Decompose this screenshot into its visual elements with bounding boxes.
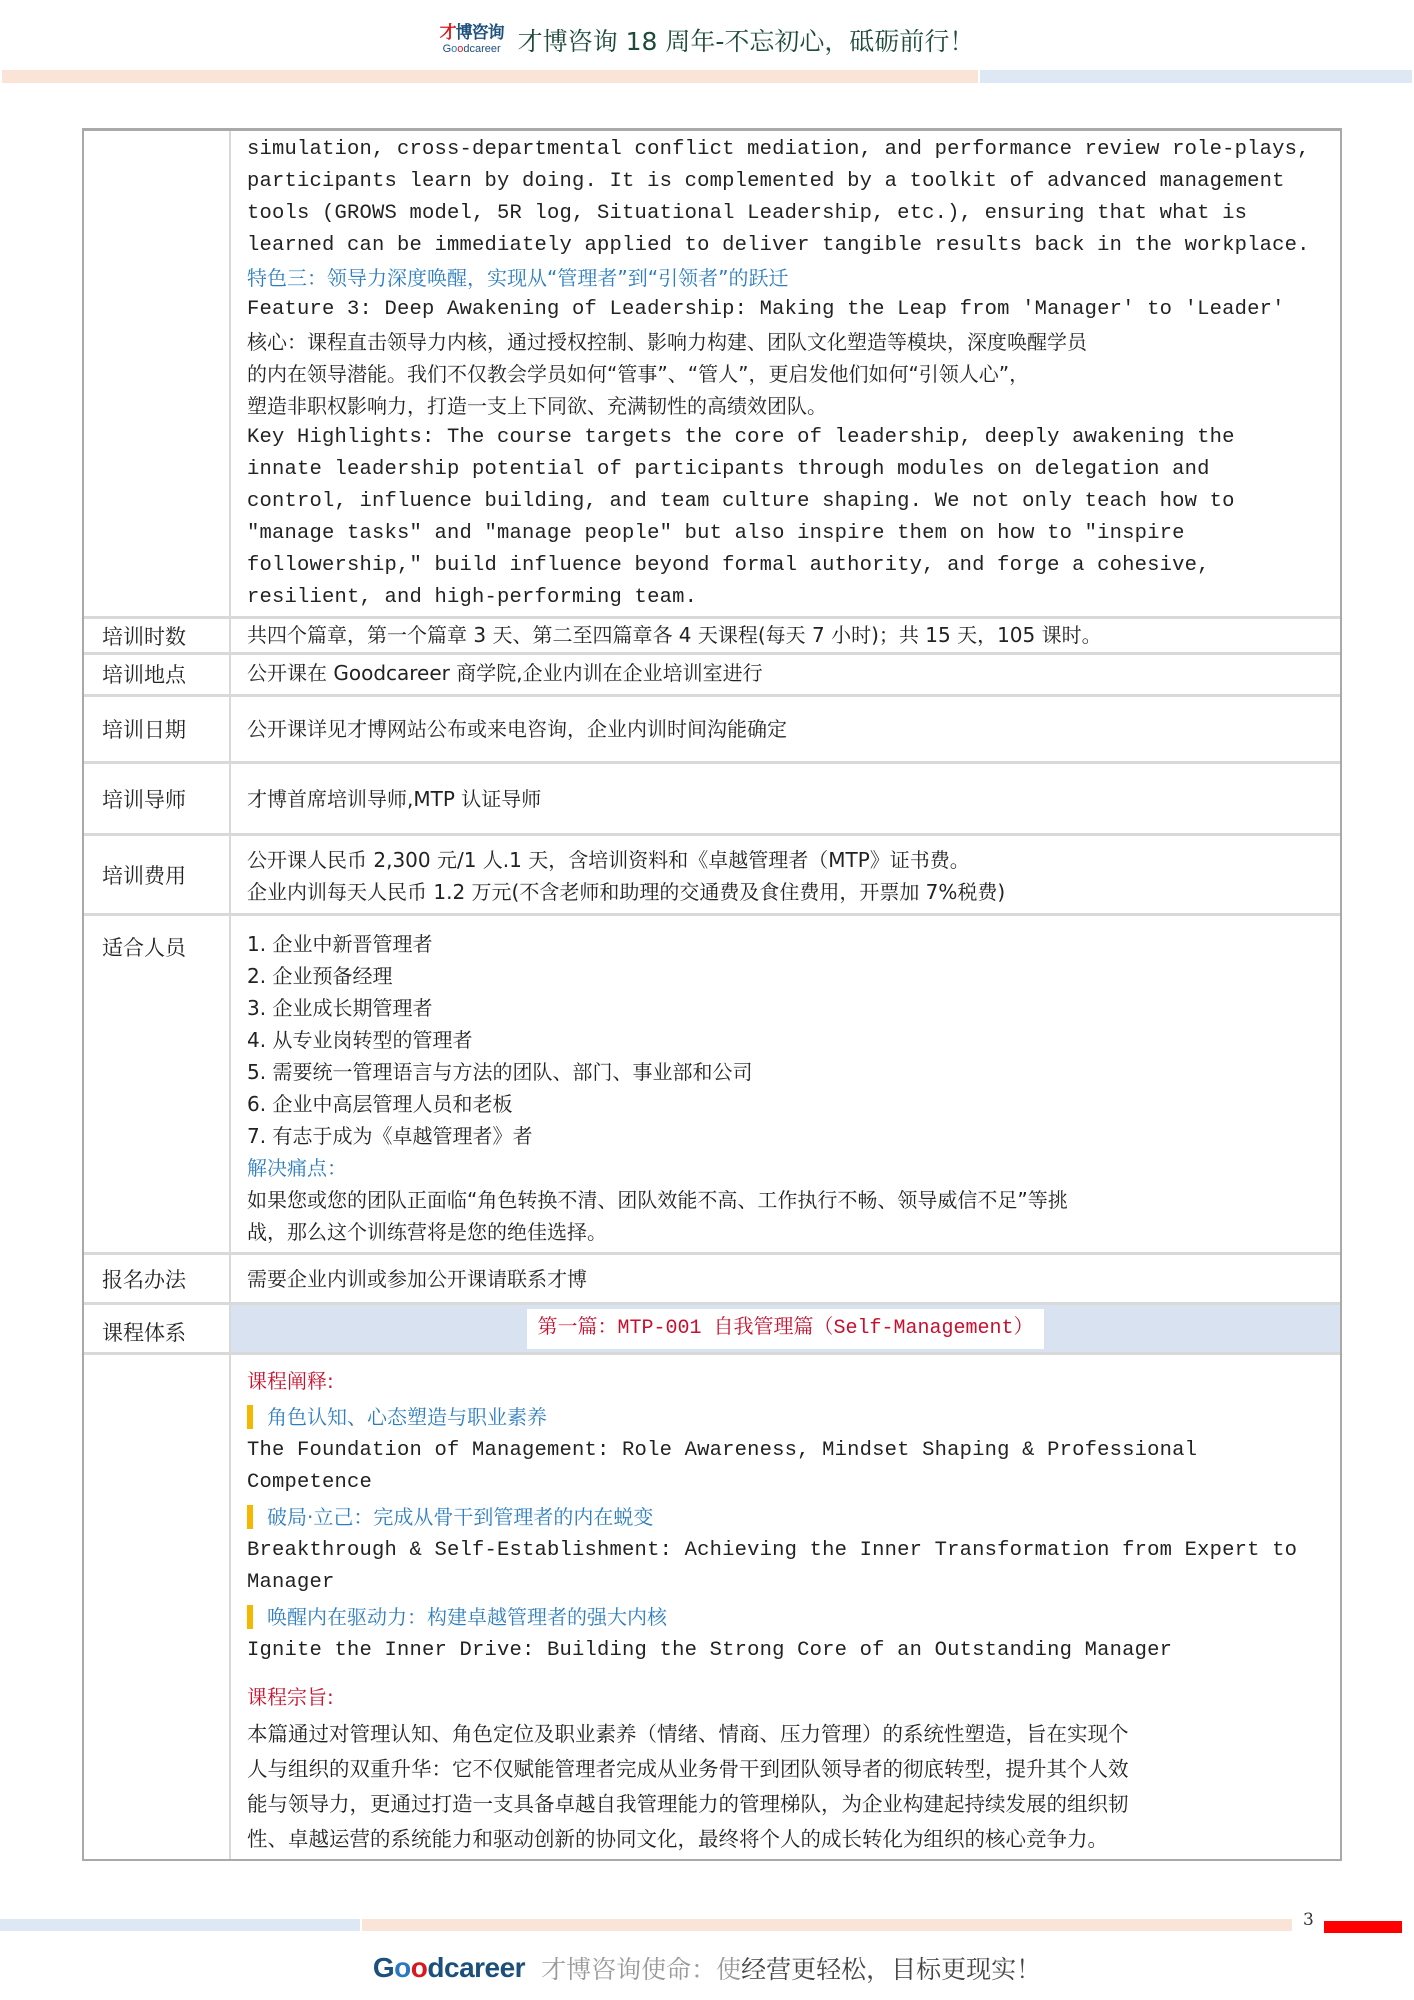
core-text-line: 的内在领导潜能。我们不仅教会学员如何“管事”、“管人”，更启发他们如何“引领人心”，	[247, 362, 1030, 386]
section-en-line: Manager	[247, 1571, 335, 1594]
row-label-date: 培训日期	[84, 697, 231, 761]
purpose-line: 性、卓越运营的系统能力和驱动创新的协同文化，最终将个人的成长转化为组织的核心竞争力。	[247, 1827, 1108, 1851]
audience-cell	[231, 916, 1340, 1252]
table-row-trainer	[84, 764, 1340, 836]
table-row-signup	[84, 1255, 1340, 1305]
highlights-text-line: control, influence building, and team culture shaping. We not only teach how to	[247, 490, 1235, 513]
section-heading	[247, 1599, 1328, 1635]
table-row-location	[84, 655, 1340, 697]
table-row-date	[84, 697, 1340, 764]
pain-points-line: 战，那么这个训练营将是您的绝佳选择。	[247, 1220, 607, 1244]
highlights-text-line: innate leadership potential of participants through modules on delegation and	[247, 458, 1210, 481]
footer-logo-o2: o	[410, 1952, 428, 1983]
row-label-fee: 培训费用	[84, 836, 231, 913]
logo-cn-accent: 才	[439, 23, 456, 43]
header-divider-blue	[980, 70, 1412, 83]
logo-en-rest: dcareer	[463, 43, 501, 55]
row-label-audience: 适合人员	[84, 916, 231, 1252]
row-label-empty	[84, 131, 231, 616]
section-heading-text: 角色认知、心态塑造与职业素养	[267, 1405, 547, 1429]
logo-en-g: G	[442, 43, 452, 55]
pain-points-heading: 解决痛点：	[247, 1156, 347, 1180]
feature3-heading-en: Feature 3: Deep Awakening of Leadership: Making the Leap from 'Manager' to 'Leader'	[247, 298, 1285, 321]
footer-divider-blue	[0, 1919, 360, 1931]
row-label-signup: 报名办法	[84, 1255, 231, 1302]
footer-brand-logo	[373, 1952, 525, 1984]
audience-item: 1. 企业中新晋管理者	[247, 932, 433, 956]
audience-item: 3. 企业成长期管理者	[247, 996, 433, 1020]
hours-value: 共四个篇章，第一个篇章 3 天、第二至四篇章各 4 天课程(每天 7 小时)；共 15 天，105 课时。	[247, 623, 1102, 647]
course-explain-heading: 课程阐释:	[247, 1369, 334, 1393]
table-row-hours	[84, 619, 1340, 655]
table-row-audience	[84, 916, 1340, 1255]
date-value: 公开课详见才博网站公布或来电咨询，企业内训时间沟能确定	[247, 717, 787, 741]
course-purpose-heading: 课程宗旨:	[247, 1685, 334, 1709]
logo-en-o2: o	[457, 43, 464, 55]
feature3-heading-cn: 特色三：领导力深度唤醒，实现从“管理者”到“引领者”的跃迁	[247, 266, 789, 290]
row-label-empty	[84, 1355, 231, 1859]
highlights-text-line: resilient, and high-performing team.	[247, 586, 698, 609]
table-row-features	[84, 131, 1340, 619]
section-heading-text: 破局·立己：完成从骨干到管理者的内在蜕变	[267, 1505, 654, 1529]
fee-cell	[231, 836, 1340, 913]
trainer-value: 才博首席培训导师,MTP 认证导师	[247, 786, 542, 811]
section-heading	[247, 1499, 1328, 1535]
course-banner	[231, 1305, 1340, 1352]
footer-mission	[541, 1950, 1041, 1986]
row-label-location: 培训地点	[84, 655, 231, 694]
footer-slogan	[0, 1950, 1414, 1986]
audience-item: 5. 需要统一管理语言与方法的团队、部门、事业部和公司	[247, 1060, 753, 1084]
highlights-text-line: followership," build influence beyond formal authority, and forge a cohesive,	[247, 554, 1210, 577]
audience-item: 7. 有志于成为《卓越管理者》者	[247, 1124, 533, 1148]
signup-value: 需要企业内训或参加公开课请联系才博	[247, 1266, 587, 1291]
section-en-line: Ignite the Inner Drive: Building the Strong Core of an Outstanding Manager	[247, 1639, 1173, 1662]
purpose-line: 人与组织的双重升华：它不仅赋能管理者完成从业务骨干到团队领导者的彻底转型，提升其个人效	[247, 1757, 1129, 1781]
row-label-trainer: 培训导师	[84, 764, 231, 833]
fee-inhouse-line: 企业内训每天人民币 1.2 万元(不含老师和助理的交通费及食住费用，开票加 7%税费)	[247, 880, 1006, 904]
feature-text-line: tools (GROWS model, 5R log, Situational Leadership, etc.), ensuring that what is	[247, 202, 1248, 225]
logo-en-o1: o	[451, 43, 458, 55]
footer-logo-o1: o	[394, 1952, 411, 1983]
pain-points-line: 如果您或您的团队正面临“角色转换不清、团队效能不高、工作执行不畅、领导威信不足”等挑	[247, 1188, 1068, 1212]
table-row-fee	[84, 836, 1340, 916]
feature-text-line: learned can be immediately applied to deliver tangible results back in the workplace.	[247, 234, 1310, 257]
page-number: 3	[1303, 1910, 1314, 1930]
core-text-line: 塑造非职权影响力，打造一支上下同欲、充满韧性的高绩效团队。	[247, 394, 827, 418]
footer-logo-g: G	[372, 1952, 395, 1983]
brand-logo	[440, 25, 504, 55]
page-red-marker	[1324, 1921, 1402, 1933]
row-label-system: 课程体系	[84, 1305, 231, 1352]
feature-text-line: simulation, cross-departmental conflict mediation, and performance review role-plays,	[247, 138, 1310, 161]
audience-item: 4. 从专业岗转型的管理者	[247, 1028, 473, 1052]
page-header	[0, 0, 1414, 85]
bullet-bar-icon	[247, 1405, 253, 1429]
logo-cn-text: 博咨询	[455, 23, 504, 43]
row-label-hours: 培训时数	[84, 619, 231, 652]
audience-item: 2. 企业预备经理	[247, 964, 393, 988]
course-info-table	[82, 128, 1342, 1861]
header-divider-peach	[2, 70, 978, 83]
highlights-text-line: "manage tasks" and "manage people" but also inspire them on how to "inspire	[247, 522, 1185, 545]
course-module-title: 第一篇：MTP-001 自我管理篇（Self-Management）	[527, 1309, 1043, 1349]
audience-item: 6. 企业中高层管理人员和老板	[247, 1092, 513, 1116]
feature-text-line: participants learn by doing. It is complemented by a toolkit of advanced management	[247, 170, 1285, 193]
table-row-course-detail	[84, 1355, 1340, 1859]
section-en-line: Competence	[247, 1471, 373, 1494]
highlights-text-line: Key Highlights: The course targets the core of leadership, deeply awakening the	[247, 426, 1235, 449]
header-title: 才博咨询 18 周年-不忘初心，砥砺前行！	[517, 27, 975, 56]
purpose-line: 能与领导力，更通过打造一支具备卓越自我管理能力的管理梯队，为企业构建起持续发展的组织韧	[247, 1792, 1129, 1816]
section-en-line: The Foundation of Management: Role Awareness, Mindset Shaping & Professional	[247, 1439, 1198, 1462]
bullet-bar-icon	[247, 1605, 253, 1629]
location-value: 公开课在 Goodcareer 商学院,企业内训在企业培训室进行	[247, 661, 763, 685]
features-cell	[231, 131, 1340, 616]
footer-divider-peach	[362, 1919, 1292, 1931]
section-en-line: Breakthrough & Self-Establishment: Achieving the Inner Transformation from Expert to	[247, 1539, 1298, 1562]
bullet-bar-icon	[247, 1505, 253, 1529]
purpose-line: 本篇通过对管理认知、角色定位及职业素养（情绪、情商、压力管理）的系统性塑造，旨在实现个	[247, 1722, 1129, 1746]
footer-mission-prefix: 才博咨询使命：使	[541, 1955, 742, 1984]
footer-mission-highlight: 经营更轻松，目标更现实！	[741, 1955, 1042, 1984]
course-detail-cell	[231, 1355, 1340, 1859]
table-row-system	[84, 1305, 1340, 1355]
section-heading	[247, 1399, 1328, 1435]
footer-logo-rest: dcareer	[427, 1952, 526, 1983]
section-heading-text: 唤醒内在驱动力：构建卓越管理者的强大内核	[267, 1605, 667, 1629]
core-text-line: 核心：课程直击领导力内核，通过授权控制、影响力构建、团队文化塑造等模块，深度唤醒学员	[247, 330, 1087, 354]
fee-public-line: 公开课人民币 2,300 元/1 人.1 天，含培训资料和《卓越管理者（MTP》证书费。	[247, 848, 970, 872]
